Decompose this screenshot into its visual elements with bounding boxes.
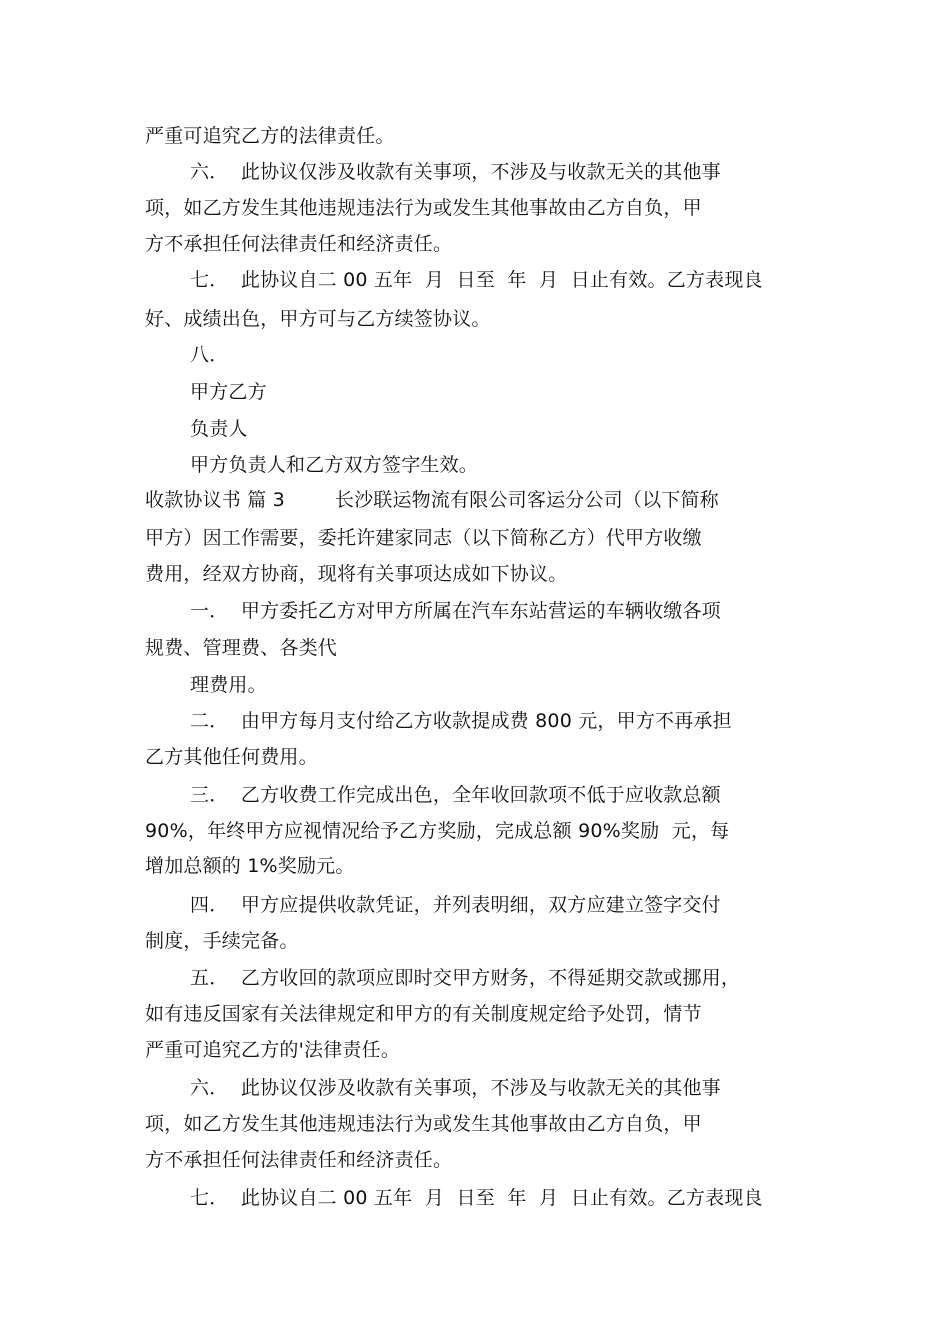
text-line: 三． 乙方收费工作完成出色，全年收回款项不低于应收款总额: [190, 784, 721, 806]
text-line: 六． 此协议仅涉及收款有关事项，不涉及与收款无关的其他事: [190, 161, 721, 183]
text-line: 甲方）因工作需要，委托许建家同志（以下简称乙方）代甲方收缴: [145, 527, 702, 549]
text-line: 六． 此协议仅涉及收款有关事项，不涉及与收款无关的其他事: [190, 1077, 721, 1099]
text-line: 收款协议书 篇 3 长沙联运物流有限公司客运分公司（以下简称: [145, 489, 719, 511]
text-line: 制度，手续完备。: [145, 930, 299, 952]
text-line: 甲方乙方: [190, 381, 267, 403]
text-line: 项，如乙方发生其他违规违法行为或发生其他事故由乙方自负，甲: [145, 197, 702, 219]
text-line: 七． 此协议自二 00 五年 月 日至 年 月 日止有效。乙方表现良: [190, 1187, 763, 1209]
text-line: 四． 甲方应提供收款凭证，并列表明细，双方应建立签字交付: [190, 894, 721, 916]
text-line: 如有违反国家有关法律规定和甲方的有关制度规定给予处罚，情节: [145, 1003, 702, 1025]
text-line: 严重可追究乙方的'法律责任。: [145, 1039, 401, 1061]
text-line: 理费用。: [190, 674, 267, 696]
text-line: 七． 此协议自二 00 五年 月 日至 年 月 日止有效。乙方表现良: [190, 269, 763, 291]
text-line: 乙方其他任何费用。: [145, 746, 318, 768]
text-line: 项，如乙方发生其他违规违法行为或发生其他事故由乙方自负，甲: [145, 1113, 702, 1135]
text-line: 五． 乙方收回的款项应即时交甲方财务，不得延期交款或挪用，: [190, 967, 741, 989]
text-line: 方不承担任何法律责任和经济责任。: [145, 233, 453, 255]
text-line: 规费、管理费、各类代: [145, 637, 338, 659]
text-line: 方不承担任何法律责任和经济责任。: [145, 1149, 453, 1171]
text-line: 增加总额的 1%奖励元。: [145, 855, 355, 877]
text-line: 一． 甲方委托乙方对甲方所属在汽车东站营运的车辆收缴各项: [190, 600, 721, 622]
text-line: 好、成绩出色，甲方可与乙方续签协议。: [145, 308, 491, 330]
text-line: 90%，年终甲方应视情况给予乙方奖励，完成总额 90%奖励 元，每: [145, 820, 730, 842]
text-line: 甲方负责人和乙方双方签字生效。: [190, 454, 479, 476]
text-line: 严重可追究乙方的法律责任。: [145, 125, 395, 147]
text-line: 费用，经双方协商，现将有关事项达成如下协议。: [145, 563, 568, 585]
text-line: 八．: [190, 344, 229, 366]
text-line: 负责人: [190, 418, 248, 440]
text-line: 二． 由甲方每月支付给乙方收款提成费 800 元，甲方不再承担: [190, 710, 732, 732]
